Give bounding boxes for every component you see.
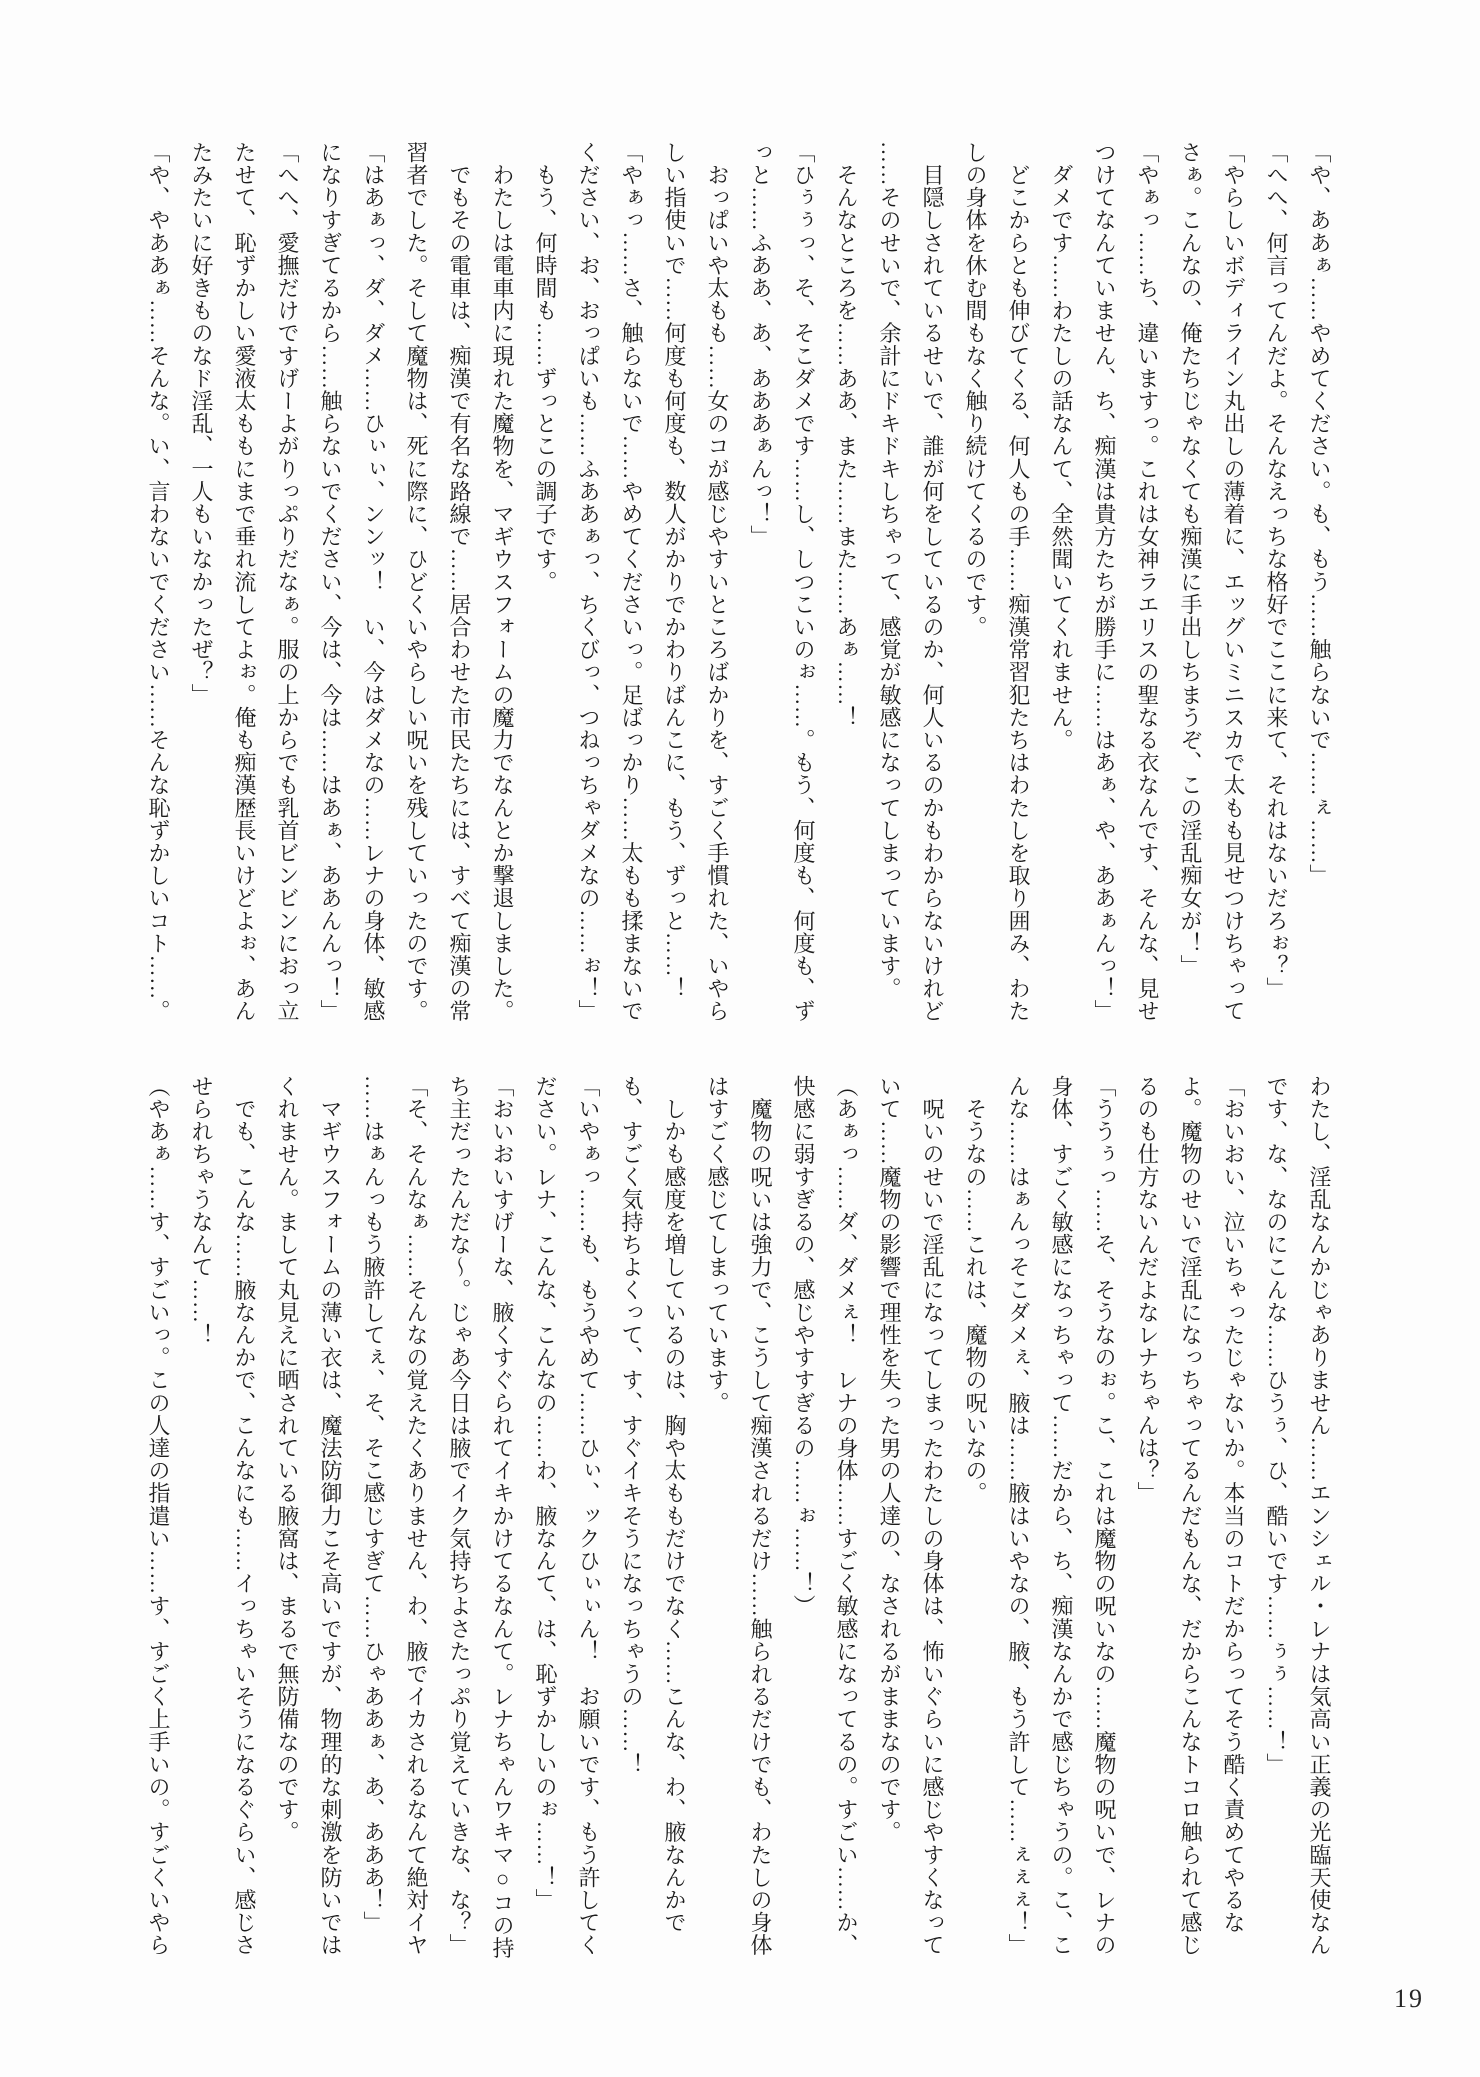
text-column: さぁ。こんなの、俺たちじゃなくても痴漢に手出しちまうぞ、この淫乱痴女が！」 bbox=[1178, 141, 1203, 978]
text-column: わたしは電車内に現れた魔物を、マギウスフォームの魔力でなんとか撃退しました。 bbox=[490, 141, 515, 1023]
text-column: くれません。まして丸見えに晒されている腋窩は、まるで無防備なのです。 bbox=[275, 1075, 300, 1844]
text-column: ……はぁんっもう腋許してぇ、そ、そこ感じすぎて……ひゃああぁ、あ、あああ！」 bbox=[361, 1075, 386, 1934]
text-column: （やあぁ……す、すごいっ。この人達の指遣い……す、すごく上手いの。すごくいやら bbox=[146, 1075, 171, 1957]
text-column: いて……魔物の影響で理性を失った男の人達の、なされるがままなのです。 bbox=[877, 1075, 902, 1844]
text-column: ち主だったんだな〜。じゃあ今日は腋でイク気持ちよさたっぷり覚えていきな、な？」 bbox=[447, 1075, 472, 1957]
text-column: 「いやぁっ……も、もうやめて……ひぃ、ックひぃぃん！ お願いです、もう許してく bbox=[576, 1075, 601, 1957]
text-column: でもその電車は、痴漢で有名な路線で……居合わせた市民たちには、すべて痴漢の常 bbox=[447, 141, 472, 1023]
text-column: よ。魔物のせいで淫乱になっちゃってるんだもんな、だからこんなトコロ触られて感じ bbox=[1178, 1075, 1203, 1957]
text-column: わたし、淫乱なんかじゃありません……エンシェル・レナは気高い正義の光臨天使なん bbox=[1307, 1075, 1332, 1957]
text-column: おっぱいや太もも……女のコが感じやすいところばかりを、すごく手慣れた、いやら bbox=[705, 141, 730, 1023]
text-column: つけてなんていません、ち、痴漢は貴方たちが勝手に……はあぁ、や、ああぁんっ！」 bbox=[1092, 141, 1117, 1023]
text-column: しの身体を休む間もなく触り続けてくるのです。 bbox=[963, 141, 988, 639]
text-column: そんなところを……ああ、また……また……あぁ……！ bbox=[834, 141, 859, 729]
text-column: せられちゃうなんて……！ bbox=[189, 1075, 214, 1347]
text-block-top bbox=[137, 141, 1341, 1023]
text-column: しい指使いで……何度も何度も、数人がかりでかわりばんこに、もう、ずっと……！ bbox=[662, 141, 687, 1000]
text-column: 魔物の呪いは強力で、こうして痴漢されるだけ……触られるだけでも、わたしの身体 bbox=[748, 1075, 773, 1957]
text-column: 「そ、そんなぁ……そんなの覚えたくありません、わ、腋でイカされるなんて絶対イヤ bbox=[404, 1075, 429, 1957]
text-column: 「やらしいボディライン丸出しの薄着に、エッグいミニスカで太もも見せつけちゃって bbox=[1221, 141, 1246, 1023]
text-column: も、すごく気持ちよくって、す、すぐイキそうになっちゃうの……！ bbox=[619, 1075, 644, 1776]
text-column: しかも感度を増しているのは、胸や太ももだけでなく……こんな、わ、腋なんかで bbox=[662, 1075, 687, 1934]
text-column: 「ひぅぅっ、そ、そこダメです……し、しつこいのぉ……。もう、何度も、何度も、ず bbox=[791, 141, 816, 1023]
text-column: んな……はぁんっそこダメぇ、腋は……腋はいやなの、腋、もう許して……ぇぇぇ！」 bbox=[1006, 1075, 1031, 1957]
text-column: っと……ふああ、あ、あああぁんっ！」 bbox=[748, 141, 773, 548]
text-column: 「へへ、何言ってんだよ。そんなえっちな格好でここに来て、それはないだろぉ？」 bbox=[1264, 141, 1289, 1000]
text-column: 「やぁっ……ち、違いますっ。これは女神ラエリスの聖なる衣なんです、そんな、見せ bbox=[1135, 141, 1160, 1023]
text-column: 「や、ああぁ……やめてください。も、もう……触らないで……ぇ……」 bbox=[1307, 141, 1332, 887]
text-column: 「はあぁっ、ダ、ダメ……ひぃぃ、ンンッ！ い、今はダメなの……レナの身体、敏感 bbox=[361, 141, 386, 1023]
text-column: ……そのせいで、余計にドキドキしちゃって、感覚が敏感になってしまっています。 bbox=[877, 141, 902, 1000]
text-column: ダメです……わたしの話なんて、全然聞いてくれません。 bbox=[1049, 141, 1074, 752]
text-column: でも、こんな……腋なんかで、こんなにも……イっちゃいそうになるぐらい、感じさ bbox=[232, 1075, 257, 1957]
text-column: 目隠しされているせいで、誰が何をしているのか、何人いるのかもわからないけれど bbox=[920, 141, 945, 1023]
text-column: 快感に弱すぎるの、感じやすすぎるの……ぉ……！） bbox=[791, 1075, 816, 1618]
text-column: るのも仕方ないんだよなレナちゃんは？」 bbox=[1135, 1075, 1160, 1505]
text-column: もう、何時間も……ずっとこの調子です。 bbox=[533, 141, 558, 593]
text-column: ください、お、おっぱいも……ふああぁっ、ちくびっ、つねっちゃダメなの……ぉ！」 bbox=[576, 141, 601, 1023]
text-column: そうなの……これは、魔物の呪いなの。 bbox=[963, 1075, 988, 1505]
text-block-bottom bbox=[137, 1075, 1341, 1960]
text-column: 「やぁっ……さ、触らないで……やめてくださいっ。足ばっかり……太もも揉まないで bbox=[619, 141, 644, 1023]
text-column: マギウスフォームの薄い衣は、魔法防御力こそ高いですが、物理的な刺激を防いでは bbox=[318, 1075, 343, 1957]
text-column: 「へへ、愛撫だけですげーよがりっぷりだなぁ。服の上からでも乳首ビンビンにおっ立 bbox=[275, 141, 300, 1023]
text-column: はすごく感じてしまっています。 bbox=[705, 1075, 730, 1414]
page-number: 19 bbox=[1394, 1984, 1424, 2013]
text-column: どこからとも伸びてくる、何人もの手……痴漢常習犯たちはわたしを取り囲み、わた bbox=[1006, 141, 1031, 1023]
text-column: 「や、やああぁ……そんな。い、言わないでください……そんな恥ずかしいコト……。 bbox=[146, 141, 171, 1023]
text-column: （あぁっ……ダ、ダメぇ！ レナの身体……すごく敏感になってるの。すごい……か、 bbox=[834, 1075, 859, 1957]
text-column: 身体、すごく敏感になっちゃって……だから、ち、痴漢なんかで感じちゃうの。こ、こ bbox=[1049, 1075, 1074, 1957]
text-column: になりすぎてるから……触らないでください、今は、今は……はあぁ、ああんんっ！」 bbox=[318, 141, 343, 1023]
text-column: 習者でした。そして魔物は、死に際に、ひどくいやらしい呪いを残していったのです。 bbox=[404, 141, 429, 1023]
text-column: 「ううぅっ……そ、そうなのぉ。こ、これは魔物の呪いなの……魔物の呪いで、レナの bbox=[1092, 1075, 1117, 1957]
text-column: たみたいに好きものなド淫乱、一人もいなかったぜ？」 bbox=[189, 141, 214, 706]
text-column: ださい。レナ、こんな、こんなの……わ、腋なんて、は、恥ずかしいのぉ……！」 bbox=[533, 1075, 558, 1912]
text-column: 「おいおいすげーな、腋くすぐられてイキかけてるなんて。レナちゃんワキマ○コの持 bbox=[490, 1075, 515, 1960]
text-column: たせて、恥ずかしい愛液太ももにまで垂れ流してよぉ。俺も痴漢歴長いけどよぉ、あん bbox=[232, 141, 257, 1023]
text-column: です、な、なのにこんな……ひうぅ、ひ、酷いです……ぅぅ……！」 bbox=[1264, 1075, 1289, 1776]
text-column: 呪いのせいで淫乱になってしまったわたしの身体は、怖いぐらいに感じやすくなって bbox=[920, 1075, 945, 1957]
text-column: 「おいおい、泣いちゃったじゃないか。本当のコトだからってそう酷く責めてやるな bbox=[1221, 1075, 1246, 1934]
